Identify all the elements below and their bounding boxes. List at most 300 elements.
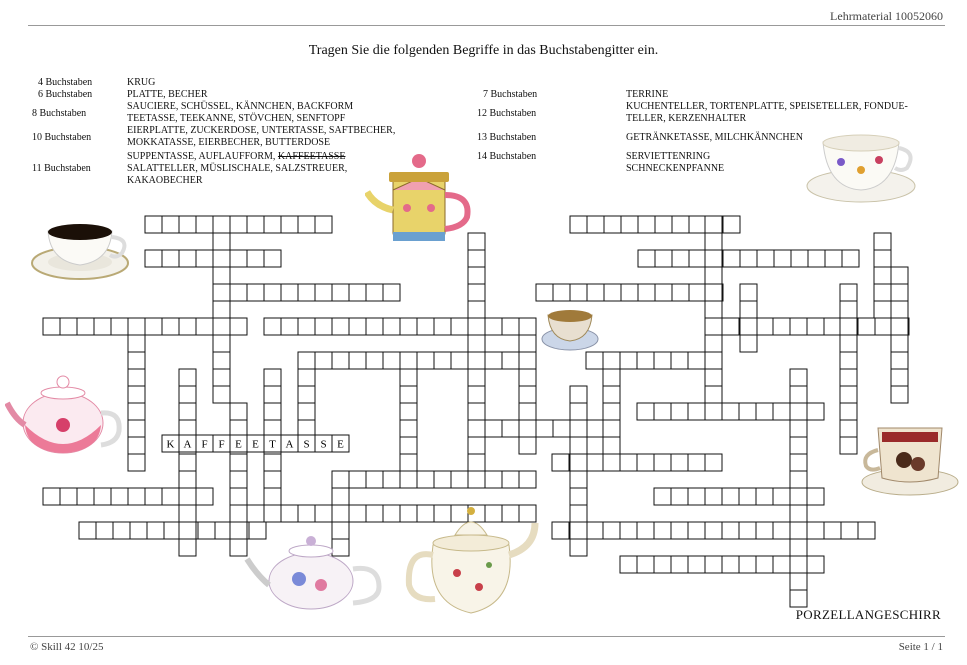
grid-cell[interactable] [468, 369, 485, 386]
grid-cell[interactable] [247, 284, 264, 301]
grid-cell[interactable] [672, 216, 689, 233]
grid-cell[interactable] [654, 488, 671, 505]
grid-cell[interactable] [705, 454, 722, 471]
grid-cell[interactable] [705, 233, 722, 250]
grid-cell[interactable] [570, 216, 587, 233]
grid-cell[interactable] [417, 352, 434, 369]
grid-cell[interactable] [400, 352, 417, 369]
grid-cell[interactable] [638, 216, 655, 233]
grid-cell[interactable] [874, 233, 891, 250]
grid-cell[interactable] [298, 318, 315, 335]
grid-cell[interactable] [705, 301, 722, 318]
grid-cell[interactable] [891, 352, 908, 369]
grid-cell[interactable] [264, 386, 281, 403]
grid-cell[interactable] [128, 488, 145, 505]
grid-cell[interactable] [671, 522, 688, 539]
grid-cell[interactable] [179, 505, 196, 522]
grid-cell[interactable] [332, 505, 349, 522]
grid-cell[interactable] [196, 488, 213, 505]
grid-cell[interactable] [315, 284, 332, 301]
grid-cell[interactable] [705, 522, 722, 539]
grid-cell[interactable] [366, 505, 383, 522]
grid-cell[interactable] [96, 522, 113, 539]
grid-cell[interactable] [400, 386, 417, 403]
grid-cell[interactable] [145, 488, 162, 505]
grid-cell[interactable] [570, 522, 587, 539]
grid-cell[interactable] [756, 403, 773, 420]
grid-cell[interactable] [519, 352, 536, 369]
grid-cell[interactable] [247, 505, 264, 522]
grid-cell[interactable] [451, 352, 468, 369]
grid-cell[interactable] [654, 522, 671, 539]
grid-cell[interactable] [230, 216, 247, 233]
grid-cell[interactable] [688, 352, 705, 369]
grid-cell[interactable] [60, 318, 77, 335]
grid-cell[interactable] [603, 369, 620, 386]
grid-cell[interactable] [808, 250, 825, 267]
grid-cell[interactable] [689, 284, 706, 301]
grid-cell[interactable] [349, 318, 366, 335]
grid-cell[interactable] [400, 403, 417, 420]
grid-cell[interactable] [603, 403, 620, 420]
grid-cell[interactable] [586, 352, 603, 369]
grid-cell[interactable] [113, 522, 130, 539]
grid-cell[interactable] [128, 437, 145, 454]
grid-cell[interactable] [298, 386, 315, 403]
grid-cell[interactable] [874, 301, 891, 318]
grid-cell[interactable] [840, 403, 857, 420]
grid-cell[interactable] [485, 352, 502, 369]
grid-cell[interactable] [603, 437, 620, 454]
grid-cell[interactable] [264, 471, 281, 488]
grid-cell[interactable] [247, 250, 264, 267]
grid-cell[interactable] [570, 488, 587, 505]
grid-cell[interactable] [570, 471, 587, 488]
grid-cell[interactable] [552, 454, 569, 471]
grid-cell[interactable] [179, 471, 196, 488]
grid-cell[interactable] [400, 471, 417, 488]
grid-cell[interactable] [553, 284, 570, 301]
grid-cell[interactable] [519, 403, 536, 420]
grid-cell[interactable] [215, 522, 232, 539]
grid-cell[interactable] [740, 335, 757, 352]
grid-cell[interactable] [164, 522, 181, 539]
grid-cell[interactable] [586, 454, 603, 471]
grid-cell[interactable] [891, 386, 908, 403]
grid-cell[interactable] [790, 590, 807, 607]
grid-cell[interactable] [179, 216, 196, 233]
grid-cell[interactable] [722, 403, 739, 420]
grid-cell[interactable] [891, 335, 908, 352]
grid-cell[interactable] [130, 522, 147, 539]
grid-cell[interactable] [383, 471, 400, 488]
grid-cell[interactable] [349, 471, 366, 488]
grid-cell[interactable] [705, 386, 722, 403]
grid-cell[interactable] [774, 250, 791, 267]
grid-cell[interactable] [840, 335, 857, 352]
grid-cell[interactable] [281, 318, 298, 335]
grid-cell[interactable] [671, 352, 688, 369]
grid-cell[interactable] [485, 318, 502, 335]
grid-cell[interactable] [773, 318, 790, 335]
grid-cell[interactable] [434, 471, 451, 488]
grid-cell[interactable] [739, 556, 756, 573]
grid-cell[interactable] [688, 403, 705, 420]
grid-cell[interactable] [315, 216, 332, 233]
grid-cell[interactable] [654, 556, 671, 573]
grid-cell[interactable] [773, 556, 790, 573]
grid-cell[interactable] [689, 250, 706, 267]
grid-cell[interactable] [654, 352, 671, 369]
grid-cell[interactable] [519, 437, 536, 454]
grid-cell[interactable] [111, 488, 128, 505]
grid-cell[interactable] [434, 352, 451, 369]
grid-cell[interactable] [179, 318, 196, 335]
grid-cell[interactable] [722, 318, 739, 335]
grid-cell[interactable] [840, 420, 857, 437]
grid-cell[interactable] [740, 250, 757, 267]
grid-cell[interactable] [756, 488, 773, 505]
grid-cell[interactable] [603, 420, 620, 437]
grid-cell[interactable] [366, 284, 383, 301]
grid-cell[interactable] [162, 216, 179, 233]
grid-cell[interactable] [298, 403, 315, 420]
grid-cell[interactable] [773, 403, 790, 420]
grid-cell[interactable] [247, 216, 264, 233]
grid-cell[interactable] [705, 369, 722, 386]
grid-cell[interactable] [468, 403, 485, 420]
grid-cell[interactable] [739, 488, 756, 505]
grid-cell[interactable] [468, 471, 485, 488]
grid-cell[interactable] [637, 556, 654, 573]
grid-cell[interactable] [790, 556, 807, 573]
grid-cell[interactable] [604, 284, 621, 301]
grid-cell[interactable] [807, 556, 824, 573]
grid-cell[interactable] [891, 301, 908, 318]
grid-cell[interactable] [587, 216, 604, 233]
grid-cell[interactable] [655, 250, 672, 267]
grid-cell[interactable] [315, 318, 332, 335]
grid-cell[interactable] [366, 318, 383, 335]
grid-cell[interactable] [264, 403, 281, 420]
grid-cell[interactable] [637, 522, 654, 539]
grid-cell[interactable] [332, 488, 349, 505]
grid-cell[interactable] [213, 284, 230, 301]
grid-cell[interactable] [264, 250, 281, 267]
grid-cell[interactable] [790, 471, 807, 488]
grid-cell[interactable] [383, 284, 400, 301]
grid-cell[interactable] [145, 250, 162, 267]
grid-cell[interactable] [145, 318, 162, 335]
grid-cell[interactable] [671, 454, 688, 471]
grid-cell[interactable] [264, 216, 281, 233]
grid-cell[interactable] [840, 352, 857, 369]
grid-cell[interactable] [790, 539, 807, 556]
grid-cell[interactable] [147, 522, 164, 539]
grid-cell[interactable] [858, 522, 875, 539]
grid-cell[interactable] [298, 284, 315, 301]
grid-cell[interactable] [77, 318, 94, 335]
grid-cell[interactable] [740, 284, 757, 301]
grid-cell[interactable] [332, 284, 349, 301]
grid-cell[interactable] [485, 420, 502, 437]
grid-cell[interactable] [722, 556, 739, 573]
grid-cell[interactable] [281, 216, 298, 233]
grid-cell[interactable] [757, 250, 774, 267]
grid-cell[interactable] [638, 250, 655, 267]
grid-cell[interactable] [196, 216, 213, 233]
grid-cell[interactable] [264, 420, 281, 437]
grid-cell[interactable] [502, 471, 519, 488]
grid-cell[interactable] [807, 403, 824, 420]
grid-cell[interactable] [570, 437, 587, 454]
grid-cell[interactable] [213, 216, 230, 233]
grid-cell[interactable] [213, 318, 230, 335]
grid-cell[interactable] [519, 386, 536, 403]
grid-cell[interactable] [128, 403, 145, 420]
grid-cell[interactable] [705, 403, 722, 420]
grid-cell[interactable] [638, 284, 655, 301]
grid-cell[interactable] [179, 539, 196, 556]
grid-cell[interactable] [179, 386, 196, 403]
grid-cell[interactable] [128, 454, 145, 471]
grid-cell[interactable] [349, 505, 366, 522]
grid-cell[interactable] [790, 437, 807, 454]
grid-cell[interactable] [213, 369, 230, 386]
grid-cell[interactable] [637, 352, 654, 369]
grid-cell[interactable] [790, 420, 807, 437]
grid-cell[interactable] [723, 216, 740, 233]
grid-cell[interactable] [298, 352, 315, 369]
grid-cell[interactable] [552, 522, 569, 539]
grid-cell[interactable] [162, 318, 179, 335]
grid-cell[interactable] [366, 471, 383, 488]
grid-cell[interactable] [468, 318, 485, 335]
grid-cell[interactable] [637, 403, 654, 420]
grid-cell[interactable] [587, 284, 604, 301]
grid-cell[interactable] [230, 505, 247, 522]
grid-cell[interactable] [400, 369, 417, 386]
grid-cell[interactable] [874, 250, 891, 267]
grid-cell[interactable] [672, 250, 689, 267]
grid-cell[interactable] [519, 335, 536, 352]
grid-cell[interactable] [502, 318, 519, 335]
grid-cell[interactable] [586, 522, 603, 539]
grid-cell[interactable] [468, 454, 485, 471]
grid-cell[interactable] [739, 403, 756, 420]
grid-cell[interactable] [620, 352, 637, 369]
grid-cell[interactable] [603, 386, 620, 403]
grid-cell[interactable] [213, 352, 230, 369]
grid-cell[interactable] [230, 471, 247, 488]
grid-cell[interactable] [874, 267, 891, 284]
grid-cell[interactable] [502, 352, 519, 369]
grid-cell[interactable] [756, 522, 773, 539]
grid-cell[interactable] [94, 318, 111, 335]
grid-cell[interactable] [128, 318, 145, 335]
grid-cell[interactable] [688, 454, 705, 471]
grid-cell[interactable] [688, 488, 705, 505]
grid-cell[interactable] [689, 216, 706, 233]
grid-cell[interactable] [603, 454, 620, 471]
grid-cell[interactable] [128, 420, 145, 437]
grid-cell[interactable] [790, 522, 807, 539]
grid-cell[interactable] [264, 505, 281, 522]
grid-cell[interactable] [825, 250, 842, 267]
grid-cell[interactable] [162, 488, 179, 505]
grid-cell[interactable] [790, 573, 807, 590]
grid-cell[interactable] [298, 216, 315, 233]
grid-cell[interactable] [671, 556, 688, 573]
grid-cell[interactable] [400, 318, 417, 335]
grid-cell[interactable] [840, 301, 857, 318]
grid-cell[interactable] [213, 386, 230, 403]
grid-cell[interactable] [230, 420, 247, 437]
grid-cell[interactable] [621, 216, 638, 233]
grid-cell[interactable] [383, 505, 400, 522]
grid-cell[interactable] [790, 318, 807, 335]
grid-cell[interactable] [603, 522, 620, 539]
grid-cell[interactable] [400, 437, 417, 454]
grid-cell[interactable] [723, 250, 740, 267]
grid-cell[interactable] [315, 352, 332, 369]
grid-cell[interactable] [179, 369, 196, 386]
grid-cell[interactable] [60, 488, 77, 505]
grid-cell[interactable] [570, 386, 587, 403]
grid-cell[interactable] [128, 386, 145, 403]
grid-cell[interactable] [179, 454, 196, 471]
grid-cell[interactable] [705, 335, 722, 352]
grid-cell[interactable] [841, 522, 858, 539]
grid-cell[interactable] [536, 284, 553, 301]
grid-cell[interactable] [298, 420, 315, 437]
grid-cell[interactable] [891, 369, 908, 386]
grid-cell[interactable] [620, 454, 637, 471]
grid-cell[interactable] [468, 284, 485, 301]
grid-cell[interactable] [230, 454, 247, 471]
grid-cell[interactable] [756, 318, 773, 335]
grid-cell[interactable] [230, 284, 247, 301]
grid-cell[interactable] [94, 488, 111, 505]
grid-cell[interactable] [264, 454, 281, 471]
grid-cell[interactable] [179, 420, 196, 437]
grid-cell[interactable] [807, 318, 824, 335]
grid-cell[interactable] [43, 318, 60, 335]
grid-cell[interactable] [383, 352, 400, 369]
grid-cell[interactable] [654, 454, 671, 471]
grid-cell[interactable] [77, 488, 94, 505]
grid-cell[interactable] [773, 488, 790, 505]
grid-cell[interactable] [434, 318, 451, 335]
grid-cell[interactable] [179, 403, 196, 420]
grid-cell[interactable] [740, 318, 757, 335]
grid-cell[interactable] [468, 437, 485, 454]
grid-cell[interactable] [773, 522, 790, 539]
grid-cell[interactable] [739, 522, 756, 539]
grid-cell[interactable] [705, 250, 722, 267]
grid-cell[interactable] [468, 420, 485, 437]
grid-cell[interactable] [672, 284, 689, 301]
grid-cell[interactable] [519, 318, 536, 335]
grid-cell[interactable] [128, 352, 145, 369]
grid-cell[interactable] [603, 352, 620, 369]
grid-cell[interactable] [570, 539, 587, 556]
grid-cell[interactable] [874, 284, 891, 301]
grid-cell[interactable] [349, 284, 366, 301]
grid-cell[interactable] [570, 403, 587, 420]
grid-cell[interactable] [417, 318, 434, 335]
grid-cell[interactable] [621, 284, 638, 301]
grid-cell[interactable] [688, 556, 705, 573]
grid-cell[interactable] [790, 505, 807, 522]
grid-cell[interactable] [264, 369, 281, 386]
grid-cell[interactable] [807, 488, 824, 505]
grid-cell[interactable] [705, 318, 722, 335]
grid-cell[interactable] [468, 267, 485, 284]
grid-cell[interactable] [179, 488, 196, 505]
grid-cell[interactable] [417, 471, 434, 488]
grid-cell[interactable] [722, 522, 739, 539]
grid-cell[interactable] [620, 556, 637, 573]
grid-cell[interactable] [179, 522, 196, 539]
grid-cell[interactable] [587, 420, 604, 437]
grid-cell[interactable] [179, 250, 196, 267]
grid-cell[interactable] [213, 250, 230, 267]
grid-cell[interactable] [264, 488, 281, 505]
grid-cell[interactable] [807, 522, 824, 539]
grid-cell[interactable] [230, 488, 247, 505]
grid-cell[interactable] [790, 454, 807, 471]
grid-cell[interactable] [400, 420, 417, 437]
grid-cell[interactable] [840, 369, 857, 386]
grid-cell[interactable] [468, 250, 485, 267]
grid-cell[interactable] [553, 420, 570, 437]
grid-cell[interactable] [298, 369, 315, 386]
grid-cell[interactable] [891, 284, 908, 301]
grid-cell[interactable] [875, 318, 892, 335]
grid-cell[interactable] [824, 522, 841, 539]
grid-cell[interactable] [281, 505, 298, 522]
grid-cell[interactable] [145, 216, 162, 233]
grid-cell[interactable] [451, 471, 468, 488]
grid-cell[interactable] [655, 216, 672, 233]
grid-cell[interactable] [349, 352, 366, 369]
grid-cell[interactable] [791, 250, 808, 267]
grid-cell[interactable] [468, 335, 485, 352]
grid-cell[interactable] [790, 386, 807, 403]
grid-cell[interactable] [858, 318, 875, 335]
grid-cell[interactable] [485, 471, 502, 488]
grid-cell[interactable] [196, 318, 213, 335]
grid-cell[interactable] [468, 301, 485, 318]
grid-cell[interactable] [705, 488, 722, 505]
grid-cell[interactable] [536, 420, 553, 437]
grid-cell[interactable] [891, 267, 908, 284]
grid-cell[interactable] [451, 318, 468, 335]
grid-cell[interactable] [570, 454, 587, 471]
grid-cell[interactable] [790, 369, 807, 386]
grid-cell[interactable] [400, 454, 417, 471]
grid-cell[interactable] [671, 403, 688, 420]
grid-cell[interactable] [570, 284, 587, 301]
grid-cell[interactable] [468, 352, 485, 369]
grid-cell[interactable] [790, 488, 807, 505]
grid-cell[interactable] [502, 420, 519, 437]
grid-cell[interactable] [79, 522, 96, 539]
grid-cell[interactable] [366, 352, 383, 369]
grid-cell[interactable] [705, 284, 722, 301]
grid-cell[interactable] [383, 318, 400, 335]
